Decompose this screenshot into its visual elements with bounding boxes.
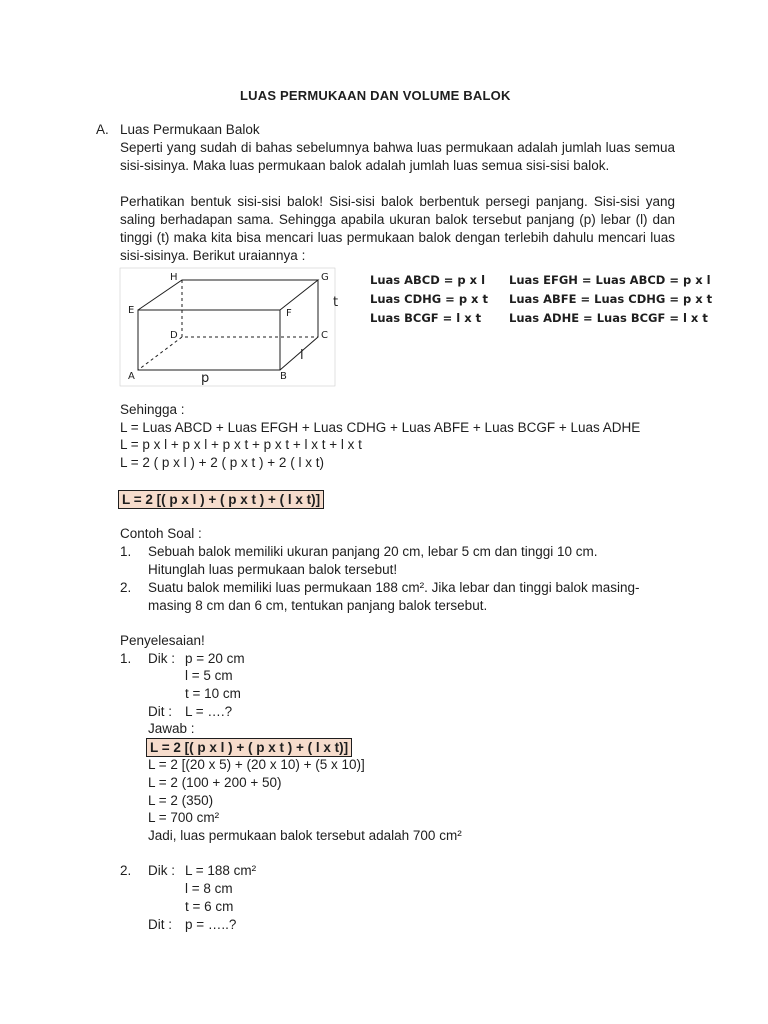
- solution-1-jawab: Jawab :: [148, 721, 195, 736]
- examples-heading: Contoh Soal :: [120, 526, 202, 541]
- solution-2-dik-lebar: l = 8 cm: [185, 881, 233, 896]
- edge-label-p: p: [201, 371, 210, 386]
- solution-1-step-3: L = 2 (350): [148, 793, 214, 808]
- derivation-line-2: L = p x l + p x l + p x t + p x t + l x t + l x t: [120, 437, 362, 452]
- vertex-g: G: [321, 272, 329, 283]
- face-area-left-1: Luas ABCD = p x l: [370, 273, 486, 287]
- section-heading: Luas Permukaan Balok: [120, 122, 260, 137]
- solution-2-dik-t: t = 6 cm: [185, 899, 234, 914]
- example-1-line-2: Hitunglah luas permukaan balok tersebut!: [148, 562, 398, 577]
- vertex-h: H: [170, 272, 178, 283]
- solution-1-dik-t: t = 10 cm: [185, 686, 241, 701]
- solution-1-dik-l: l = 5 cm: [185, 668, 233, 683]
- face-area-right-3: Luas ADHE = Luas BCGF = l x t: [509, 311, 708, 325]
- solution-1-step-4: L = 700 cm²: [148, 810, 220, 825]
- cuboid-diagram: [120, 268, 339, 386]
- solution-1-num: 1.: [120, 651, 132, 666]
- solution-1-dit-label: Dit :: [148, 704, 173, 719]
- edge-label-l: l: [300, 348, 304, 363]
- section-marker: A.: [96, 122, 109, 137]
- solution-1-dik-label: Dik :: [148, 651, 175, 666]
- derivation-line-1: L = Luas ABCD + Luas EFGH + Luas CDHG + Luas ABFE + Luas BCGF + Luas ADHE: [120, 420, 641, 435]
- example-2-line-2: masing 8 cm dan 6 cm, tentukan panjang balok tersebut.: [148, 598, 488, 613]
- example-2-num: 2.: [120, 580, 132, 595]
- example-1-num: 1.: [120, 544, 132, 559]
- solution-1-step-1: L = 2 [(20 x 5) + (20 x 10) + (5 x 10)]: [148, 757, 365, 772]
- solution-2-dit-label: Dit :: [148, 917, 173, 932]
- solution-1-formula-box: L = 2 [( p x l ) + ( p x t ) + ( l x t)]: [146, 738, 352, 757]
- solution-2-dit: p = …..?: [185, 917, 237, 932]
- vertex-a: A: [128, 371, 135, 382]
- solution-1-dit: L = ….?: [185, 704, 233, 719]
- vertex-b: B: [280, 371, 287, 382]
- vertex-e: E: [128, 305, 135, 316]
- vertex-f: F: [286, 308, 292, 319]
- derivation-line-3: L = 2 ( p x l ) + 2 ( p x t ) + 2 ( l x t): [120, 455, 324, 470]
- vertex-c: C: [321, 330, 328, 341]
- solution-heading: Penyelesaian!: [120, 633, 205, 648]
- vertex-d: D: [170, 330, 178, 341]
- solution-2-num: 2.: [120, 863, 132, 878]
- paragraph-1: Seperti yang sudah di bahas sebelumnya bahwa luas permukaan adalah jumlah luas semua sisi-sisinya. Maka luas permukaan balok adalah jumlah luas semua sisi-sisi balok.: [120, 140, 675, 173]
- example-2-line-1: Suatu balok memiliki luas permukaan 188 cm². Jika lebar dan tinggi balok masing-: [148, 580, 640, 595]
- face-area-right-2: Luas ABFE = Luas CDHG = p x t: [509, 292, 713, 306]
- example-1-line-1: Sebuah balok memiliki ukuran panjang 20 cm, lebar 5 cm dan tinggi 10 cm.: [148, 544, 598, 559]
- face-area-left-2: Luas CDHG = p x t: [370, 292, 488, 306]
- solution-1-dik-p: p = 20 cm: [185, 651, 245, 666]
- solution-2-dik-l: L = 188 cm²: [185, 863, 257, 878]
- page-title: LUAS PERMUKAAN DAN VOLUME BALOK: [240, 88, 511, 103]
- face-area-left-3: Luas BCGF = l x t: [370, 311, 482, 325]
- solution-1-conclusion: Jadi, luas permukaan balok tersebut adalah 700 cm²: [148, 828, 462, 843]
- solution-2-dik-label: Dik :: [148, 863, 175, 878]
- solution-1-step-2: L = 2 (100 + 200 + 50): [148, 775, 282, 790]
- edge-label-t: t: [333, 295, 339, 310]
- paragraph-2: Perhatikan bentuk sisi-sisi balok! Sisi-sisi balok berbentuk persegi panjang. Sisi-sisi yang saling berhadapan sama. Sehingga apabila ukuran balok tersebut panjang (p) lebar (l) dan tinggi (t) maka kita bisa mencari luas permukaan balok dengan terlebih dahulu mencari luas sisi-sisinya. Berikut uraiannya :: [120, 194, 675, 263]
- face-area-right-1: Luas EFGH = Luas ABCD = p x l: [509, 273, 711, 287]
- main-formula-box: L = 2 [( p x l ) + ( p x t ) + ( l x t)]: [118, 490, 324, 509]
- derivation-intro: Sehingga :: [120, 402, 185, 417]
